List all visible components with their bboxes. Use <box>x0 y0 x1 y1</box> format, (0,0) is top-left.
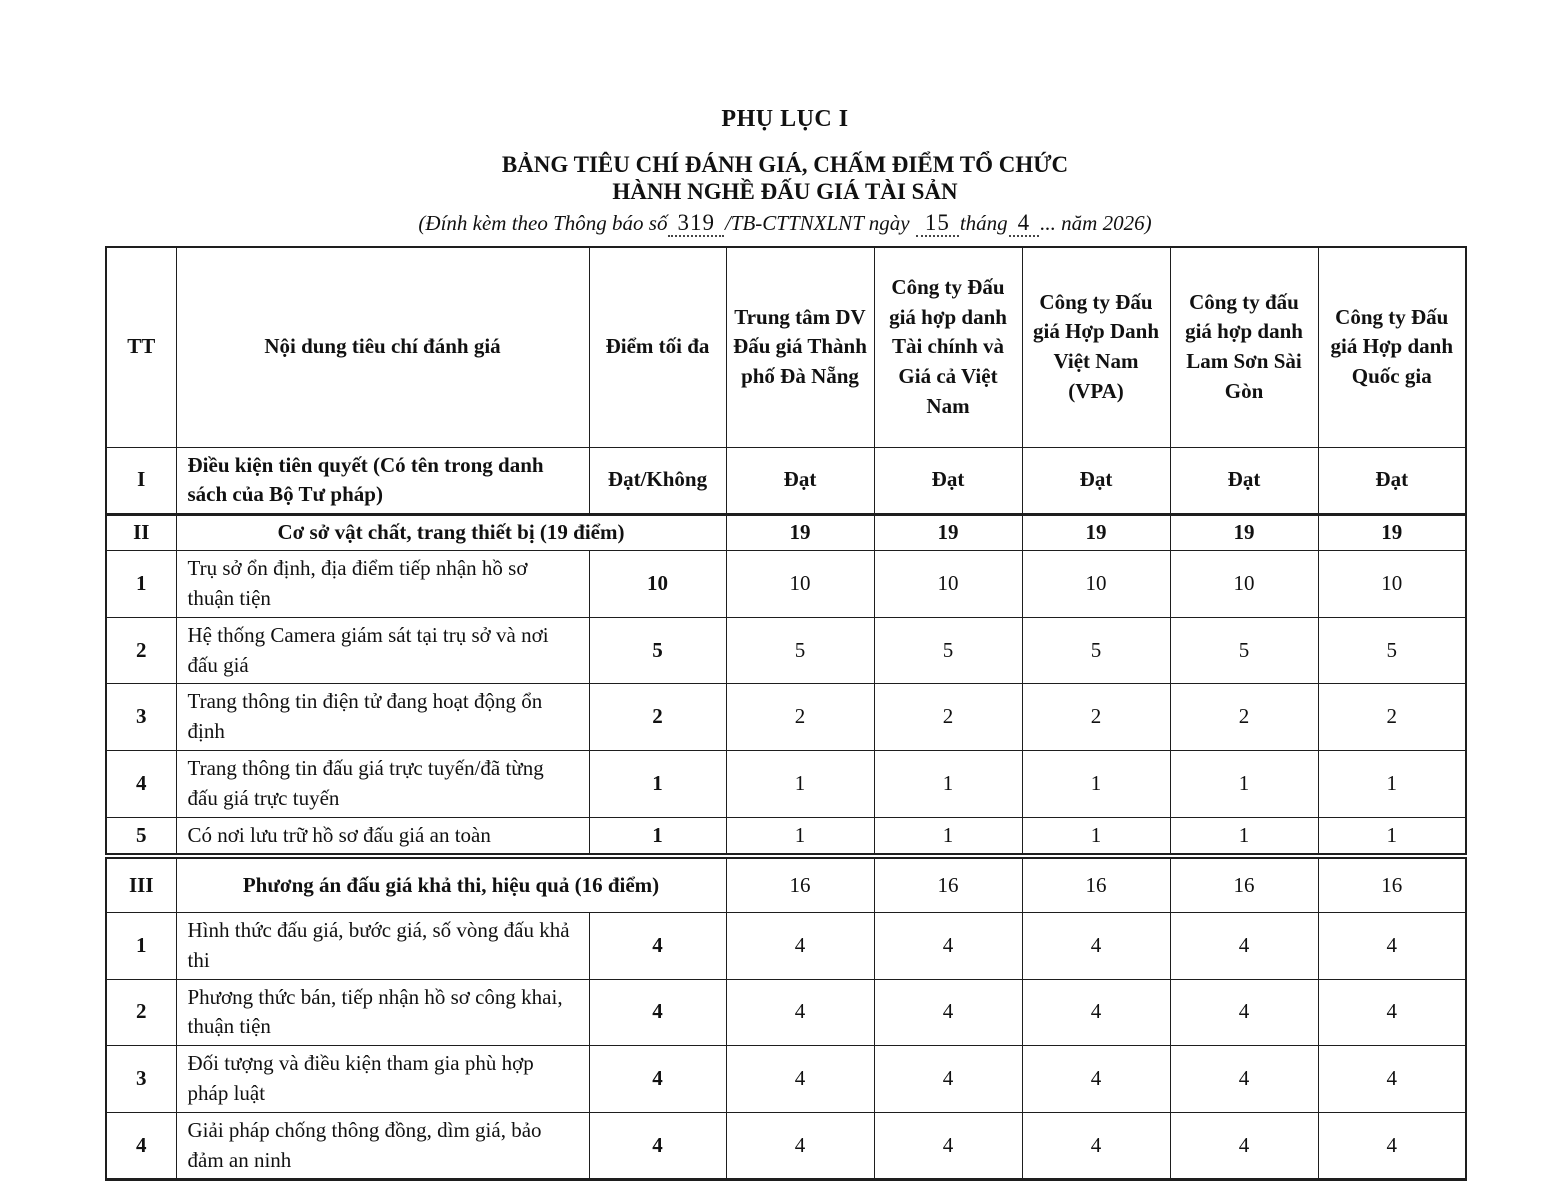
score-cell: 2 <box>726 684 874 751</box>
score-cell: 19 <box>726 515 874 551</box>
max-score-cell: 2 <box>589 684 726 751</box>
score-cell: 1 <box>874 817 1022 856</box>
criteria-score-table <box>105 246 1467 1181</box>
page-title: PHỤ LỤC I <box>721 106 849 132</box>
attachment-note <box>105 209 1465 238</box>
score-cell: 19 <box>874 515 1022 551</box>
score-cell: 5 <box>1318 617 1466 684</box>
score-cell: 4 <box>1318 1112 1466 1180</box>
score-cell: 10 <box>1170 551 1318 618</box>
score-cell: 4 <box>874 1046 1022 1113</box>
score-cell: 19 <box>1318 515 1466 551</box>
doc-number-fill: 319 <box>668 210 724 237</box>
tt-cell: II <box>106 515 176 551</box>
doc-subtitle-line2: HÀNH NGHỀ ĐẤU GIÁ TÀI SẢN <box>612 179 958 205</box>
score-cell: Đạt <box>874 447 1022 515</box>
score-cell: 1 <box>1170 751 1318 818</box>
score-cell: 2 <box>1318 684 1466 751</box>
score-cell: 4 <box>726 912 874 979</box>
score-cell: 4 <box>1170 1112 1318 1180</box>
note-prefix: (Đính kèm theo Thông báo số <box>418 211 668 236</box>
max-score-cell: 4 <box>589 979 726 1046</box>
criteria-cell: Trang thông tin đấu giá trực tuyến/đã từng đấu giá trực tuyến <box>176 751 589 818</box>
score-cell: 16 <box>1318 856 1466 912</box>
criteria-cell: Hệ thống Camera giám sát tại trụ sở và nơi đấu giá <box>176 617 589 684</box>
score-cell: 4 <box>1318 979 1466 1046</box>
max-score-cell: Đạt/Không <box>589 447 726 515</box>
score-cell: 1 <box>1170 817 1318 856</box>
score-cell: 1 <box>1022 817 1170 856</box>
score-cell: 4 <box>1022 912 1170 979</box>
tt-cell: 4 <box>106 751 176 818</box>
tt-cell: 3 <box>106 1046 176 1113</box>
score-cell: 4 <box>1022 979 1170 1046</box>
score-cell: 5 <box>874 617 1022 684</box>
criteria-cell: Trang thông tin điện tử đang hoạt động ổn định <box>176 684 589 751</box>
row-II-item-1 <box>106 551 1466 618</box>
row-section-I <box>106 447 1466 515</box>
score-cell: 5 <box>1170 617 1318 684</box>
score-cell: Đạt <box>1318 447 1466 515</box>
tt-cell: 1 <box>106 551 176 618</box>
score-cell: 16 <box>1170 856 1318 912</box>
row-section-II <box>106 515 1466 551</box>
doc-subtitle-line1: BẢNG TIÊU CHÍ ĐÁNH GIÁ, CHẤM ĐIỂM TỔ CHỨC <box>501 152 1069 177</box>
tt-cell: I <box>106 447 176 515</box>
row-III-item-3 <box>106 1046 1466 1113</box>
criteria-cell: Có nơi lưu trữ hồ sơ đấu giá an toàn <box>176 817 589 856</box>
row-II-item-3 <box>106 684 1466 751</box>
score-cell: 2 <box>1022 684 1170 751</box>
criteria-cell: Đối tượng và điều kiện tham gia phù hợp pháp luật <box>176 1046 589 1113</box>
score-cell: 4 <box>874 1112 1022 1180</box>
criteria-cell: Hình thức đấu giá, bước giá, số vòng đấu khả thi <box>176 912 589 979</box>
score-cell: 4 <box>874 912 1022 979</box>
max-score-cell: 1 <box>589 751 726 818</box>
header-org-danang: Trung tâm DV Đấu giá Thành phố Đà Nẵng <box>726 247 874 447</box>
max-score-cell: 1 <box>589 817 726 856</box>
title-block <box>105 106 1465 238</box>
score-cell: 4 <box>1170 979 1318 1046</box>
criteria-cell: Giải pháp chống thông đồng, dìm giá, bảo đảm an ninh <box>176 1112 589 1180</box>
score-cell: 4 <box>874 979 1022 1046</box>
score-cell: 4 <box>726 1046 874 1113</box>
criteria-cell: Điều kiện tiên quyết (Có tên trong danh sách của Bộ Tư pháp) <box>176 447 589 515</box>
note-middle: /TB-CTTNXLNT ngày <box>724 211 910 236</box>
criteria-cell: Phương thức bán, tiếp nhận hồ sơ công khai, thuận tiện <box>176 979 589 1046</box>
score-cell: 1 <box>1318 817 1466 856</box>
score-cell: 5 <box>726 617 874 684</box>
score-cell: Đạt <box>1170 447 1318 515</box>
tt-cell: III <box>106 856 176 912</box>
max-score-cell: 4 <box>589 1046 726 1113</box>
score-cell: 4 <box>1022 1112 1170 1180</box>
tt-cell: 1 <box>106 912 176 979</box>
header-org-taichinh: Công ty Đấu giá hợp danh Tài chính và Giá cả Việt Nam <box>874 247 1022 447</box>
score-cell: 19 <box>1022 515 1170 551</box>
criteria-cell: Cơ sở vật chất, trang thiết bị (19 điểm) <box>176 515 726 551</box>
header-max-score: Điểm tối đa <box>589 247 726 447</box>
score-cell: 19 <box>1170 515 1318 551</box>
score-cell: 16 <box>1022 856 1170 912</box>
score-cell: 1 <box>726 817 874 856</box>
score-cell: 2 <box>1170 684 1318 751</box>
tt-cell: 3 <box>106 684 176 751</box>
score-cell: 2 <box>874 684 1022 751</box>
score-cell: 4 <box>726 979 874 1046</box>
max-score-cell: 10 <box>589 551 726 618</box>
score-cell: 1 <box>1022 751 1170 818</box>
header-org-lamson: Công ty đấu giá hợp danh Lam Sơn Sài Gòn <box>1170 247 1318 447</box>
max-score-cell: 4 <box>589 1112 726 1180</box>
score-cell: 10 <box>1022 551 1170 618</box>
score-cell: 1 <box>1318 751 1466 818</box>
day-fill: 15 <box>916 210 959 237</box>
score-cell: 1 <box>874 751 1022 818</box>
header-org-quocgia: Công ty Đấu giá Hợp danh Quốc gia <box>1318 247 1466 447</box>
score-cell: 4 <box>1170 912 1318 979</box>
score-cell: 10 <box>726 551 874 618</box>
row-III-item-2 <box>106 979 1466 1046</box>
score-cell: 5 <box>1022 617 1170 684</box>
tt-cell: 4 <box>106 1112 176 1180</box>
note-thang: tháng <box>959 211 1008 236</box>
score-cell: 4 <box>1318 1046 1466 1113</box>
score-cell: 16 <box>874 856 1022 912</box>
tt-cell: 2 <box>106 617 176 684</box>
score-cell: 10 <box>1318 551 1466 618</box>
score-cell: 4 <box>1318 912 1466 979</box>
row-II-item-2 <box>106 617 1466 684</box>
row-III-item-1 <box>106 912 1466 979</box>
row-II-item-4 <box>106 751 1466 818</box>
row-section-III <box>106 856 1466 912</box>
header-tt: TT <box>106 247 176 447</box>
score-cell: 16 <box>726 856 874 912</box>
score-cell: 10 <box>874 551 1022 618</box>
criteria-cell: Phương án đấu giá khả thi, hiệu quả (16 điểm) <box>176 856 726 912</box>
max-score-cell: 4 <box>589 912 726 979</box>
score-cell: Đạt <box>726 447 874 515</box>
row-III-item-4 <box>106 1112 1466 1180</box>
score-cell: 4 <box>1022 1046 1170 1113</box>
criteria-cell: Trụ sở ổn định, địa điểm tiếp nhận hồ sơ thuận tiện <box>176 551 589 618</box>
tt-cell: 2 <box>106 979 176 1046</box>
month-fill: 4 <box>1009 210 1040 237</box>
document-content <box>105 106 1465 1181</box>
row-II-item-5 <box>106 817 1466 856</box>
score-cell: Đạt <box>1022 447 1170 515</box>
max-score-cell: 5 <box>589 617 726 684</box>
tt-cell: 5 <box>106 817 176 856</box>
note-suffix: ... năm 2026) <box>1040 211 1152 236</box>
header-org-vpa: Công ty Đấu giá Hợp Danh Việt Nam (VPA) <box>1022 247 1170 447</box>
header-criteria: Nội dung tiêu chí đánh giá <box>176 247 589 447</box>
score-cell: 1 <box>726 751 874 818</box>
table-header-row <box>106 247 1466 447</box>
score-cell: 4 <box>726 1112 874 1180</box>
score-cell: 4 <box>1170 1046 1318 1113</box>
